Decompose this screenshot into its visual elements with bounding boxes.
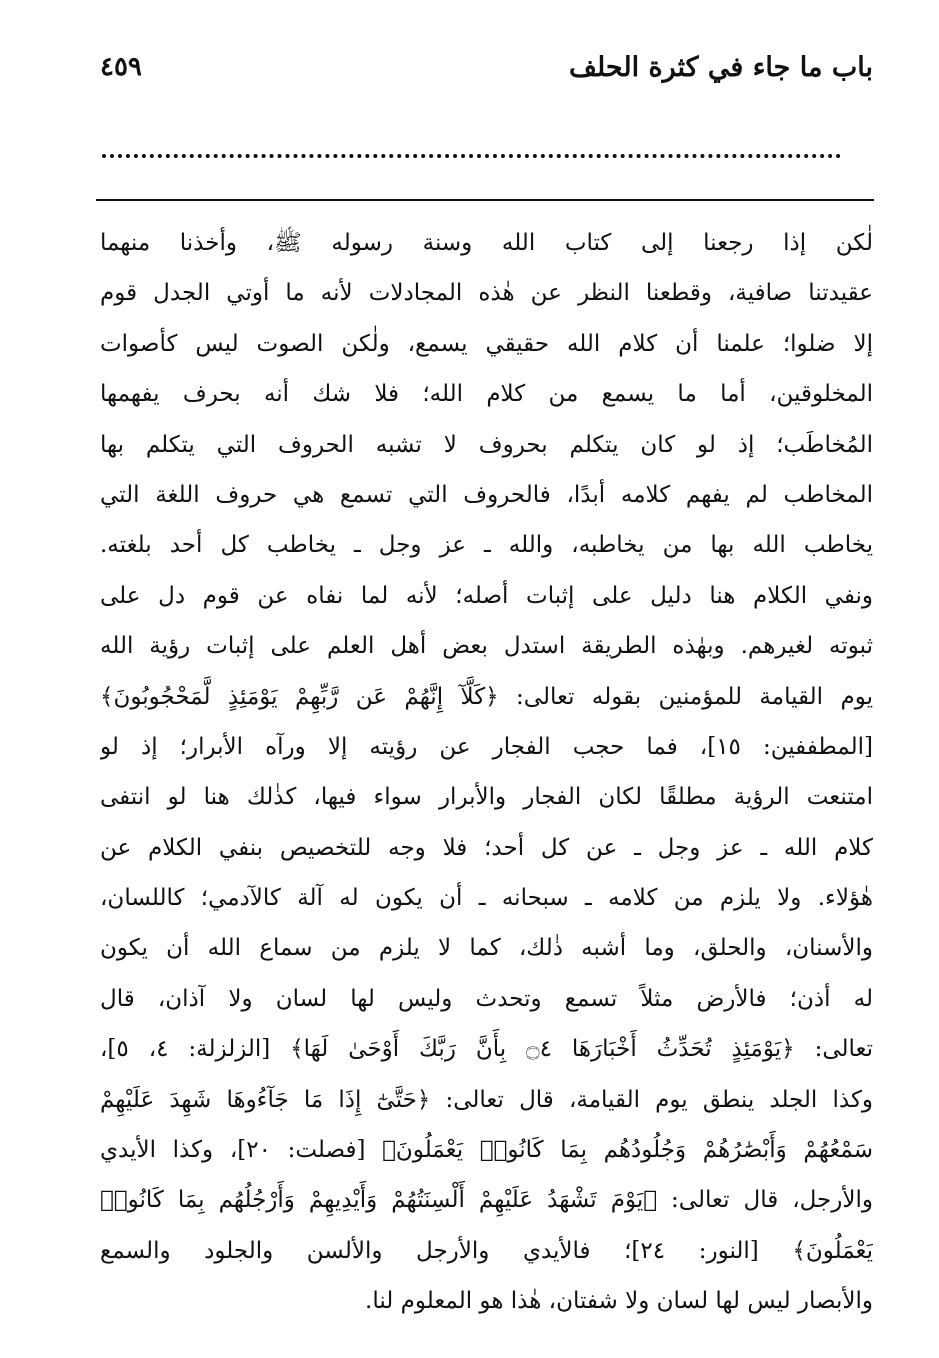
- text-line: كلام الله ـ عز وجل ـ عن كل أحد؛ فلا وجه للتخصيص بنفي الكلام عن: [100, 834, 873, 861]
- text-line: يخاطب الله بها من يخاطبه، والله ـ عز وجل ـ يخاطب كل أحد بلغته.: [100, 532, 873, 559]
- page-number: ٤٥٩: [100, 52, 142, 82]
- text-line: المخلوقين، أما ما يسمع من كلام الله؛ فلا شك أنه بحرف يفهمها: [100, 381, 873, 408]
- page-header: [100, 44, 873, 94]
- running-title: باب ما جاء في كثرة الحلف: [569, 52, 873, 83]
- text-line: لٰكن إذا رجعنا إلى كتاب الله وسنة رسوله ﷺ، وأخذنا منهما: [100, 230, 873, 256]
- text-line: يوم القيامة للمؤمنين بقوله تعالى: ﴿كَلَّآ إِنَّهُمْ عَن رَّبِّهِمْ يَوْمَئِذٍ لَّمَحْجُوبُونَ﴾: [100, 683, 873, 710]
- body-text: [100, 218, 873, 1328]
- text-line: امتنعت الرؤية مطلقًا لكان الفجار والأبرار سواء فيها، كذٰلك هنا لو انتفى: [100, 784, 873, 811]
- text-line: المخاطب لم يفهم كلامه أبدًا، فالحروف التي تسمع هي حروف اللغة التي: [100, 481, 873, 508]
- text-line: إلا ضلوا؛ علمنا أن كلام الله حقيقي يسمع، ولٰكن الصوت ليس كأصوات: [100, 330, 873, 357]
- text-line: المُخاطَب؛ إذ لو كان يتكلم بحروف لا تشبه الحروف التي يتكلم بها: [100, 431, 873, 458]
- text-line: وكذا الجلد ينطق يوم القيامة، قال تعالى: ﴿حَتَّىٰٓ إِذَا مَا جَآءُوهَا شَهِدَ عَلَيْهِمْ: [100, 1086, 873, 1113]
- text-line: عقيدتنا صافية، وقطعنا النظر عن هٰذه المجادلات لأنه ما أوتي الجدل قوم: [100, 280, 873, 307]
- text-line: تعالى: ﴿يَوْمَئِذٍ تُحَدِّثُ أَخْبَارَهَا ۝٤ بِأَنَّ رَبَّكَ أَوْحَىٰ لَهَا﴾ [الزلزلة: ٤، ٥]،: [100, 1036, 873, 1063]
- dotted-separator: [102, 154, 841, 158]
- text-line: [المطففين: ١٥]، فما حجب الفجار عن رؤيته إلا ورآه الأبرار؛ إذ لو: [100, 733, 873, 760]
- text-line: هٰؤلاء. ولا يلزم من كلامه ـ سبحانه ـ أن يكون له آلة كالآدمي؛ كاللسان،: [100, 885, 873, 912]
- text-line: يَعْمَلُونَ﴾ [النور: ٢٤]؛ فالأيدي والأرجل والألسن والجلود والسمع: [100, 1237, 873, 1264]
- header-rule: [96, 199, 874, 201]
- text-line: ونفي الكلام هنا دليل على إثبات أصله؛ لأنه لما نفاه عن قوم دل على: [100, 582, 873, 609]
- text-line: ثبوته لغيرهم. وبهٰذه الطريقة استدل بعض أهل العلم على إثبات رؤية الله: [100, 633, 873, 660]
- text-line: والأبصار ليس لها لسان ولا شفتان، هٰذا هو المعلوم لنا.: [365, 1288, 873, 1315]
- text-line: سَمْعُهُمْ وَأَبْصَٰرُهُمْ وَجُلُودُهُم بِمَا كَانُوا۟ يَعْمَلُونَ﴾ [فصلت: ٢٠]، وكذا الأيدي: [100, 1137, 873, 1164]
- text-line: والأسنان، والحلق، وما أشبه ذٰلك، كما لا يلزم من سماع الله أن يكون: [100, 935, 873, 962]
- text-line: والأرجل، قال تعالى: ﴿يَوْمَ تَشْهَدُ عَلَيْهِمْ أَلْسِنَتُهُمْ وَأَيْدِيهِمْ وَأَرْجُلُهُم بِمَا كَانُوا۟: [100, 1187, 873, 1214]
- text-line: له أذن؛ فالأرض مثلاً تسمع وتحدث وليس لها لسان ولا آذان، قال: [100, 985, 873, 1012]
